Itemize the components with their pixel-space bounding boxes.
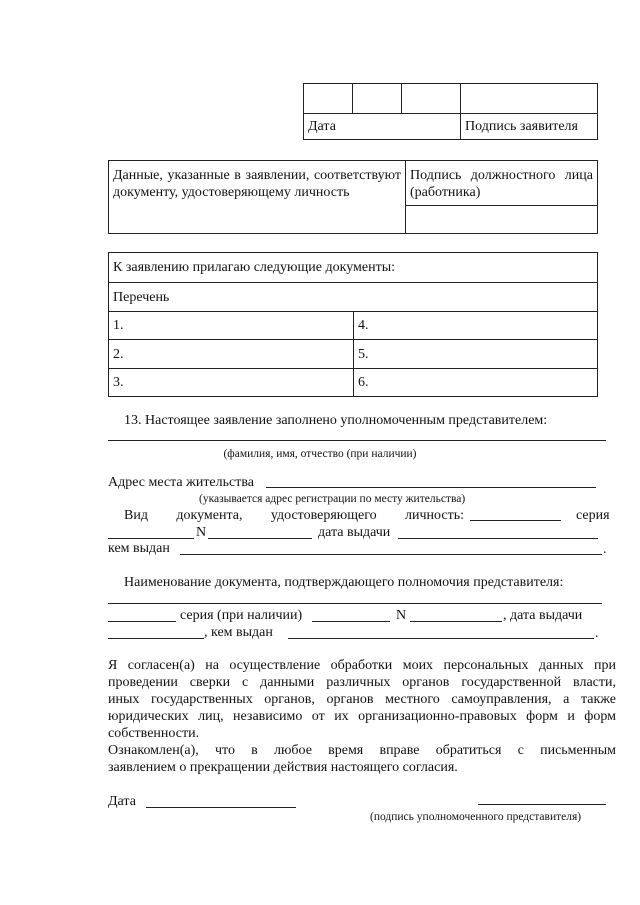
authority-seria-line[interactable]: [312, 621, 390, 622]
issued-by-period: .: [603, 542, 607, 557]
attachments-table: [108, 252, 598, 397]
verification-table: [108, 160, 598, 234]
authority-issue-date-line[interactable]: [108, 638, 204, 639]
consent-paragraph: [108, 657, 616, 776]
identity-issued-by-line[interactable]: [180, 554, 602, 555]
acknowledged-line-last: заявлением о прекращении действия настоящего согласия.: [108, 760, 458, 775]
section13-title: 13. Настоящее заявление заполнено уполномоченным представителем:: [124, 413, 548, 428]
authority-issued-by-period: .: [595, 626, 599, 641]
authority-n-label: N: [396, 608, 407, 623]
footer-date-line[interactable]: [146, 807, 296, 808]
authority-seria-line-start[interactable]: [108, 621, 176, 622]
authority-doc-name-line[interactable]: [108, 603, 602, 604]
attachment-item[interactable]: 5.: [354, 340, 598, 369]
identity-doc-row: [124, 507, 464, 524]
signature-box[interactable]: [461, 84, 598, 114]
seria-label: серия: [576, 508, 610, 523]
attachments-header-cell: [109, 253, 598, 283]
identity-issue-date-line[interactable]: [398, 538, 598, 539]
consent-line: юридических лиц, независимо от их организационно-правовых форм и форм: [108, 709, 616, 724]
attachment-item[interactable]: 2.: [109, 340, 354, 369]
doc-word: удостоверяющего: [270, 508, 377, 523]
attachment-item[interactable]: 1.: [109, 312, 354, 340]
identity-number-line[interactable]: [208, 538, 312, 539]
consent-line: проведении сверки с данными различных органов государственной власти,: [108, 675, 616, 690]
official-signature-label: Подпись должностного лица (работника): [410, 168, 593, 200]
authority-seria-label: серия (при наличии): [180, 608, 303, 623]
authority-doc-title: Наименование документа, подтверждающего полномочия представителя:: [124, 575, 564, 590]
n-label: N: [196, 525, 207, 540]
consent-line: Я согласен(а) на осуществление обработки моих персональных данных при: [108, 658, 616, 673]
attachment-item[interactable]: 6.: [354, 369, 598, 397]
consent-line: иных государственных органов, органов местного самоуправления, а также: [108, 692, 616, 707]
date-signature-table: [303, 83, 598, 140]
verification-text: Данные, указанные в заявлении, соответствуют документу, удостоверяющему личность: [113, 168, 401, 200]
authority-issue-date-label: , дата выдачи: [503, 608, 583, 623]
verification-text-cell: [109, 161, 406, 234]
date-box-day[interactable]: [304, 84, 353, 114]
date-label: Дата: [308, 119, 336, 134]
address-line[interactable]: [266, 487, 596, 488]
authority-issued-by-line[interactable]: [288, 638, 594, 639]
doc-word: документа,: [176, 508, 243, 523]
authority-number-line[interactable]: [410, 621, 502, 622]
doc-word: Вид: [124, 508, 148, 523]
signature-label-cell: [461, 114, 598, 140]
consent-line-last: собственности.: [108, 726, 200, 741]
date-box-year[interactable]: [402, 84, 461, 114]
representative-signature-line[interactable]: [478, 804, 606, 805]
attachments-list-label-cell: [109, 283, 598, 312]
attachment-item[interactable]: 3.: [109, 369, 354, 397]
date-label-cell: [304, 114, 461, 140]
authority-issued-by-label: , кем выдан: [204, 625, 273, 640]
issue-date-label: дата выдачи: [318, 525, 391, 540]
attachments-header: К заявлению прилагаю следующие документы:: [113, 260, 396, 275]
identity-seria-line[interactable]: [108, 538, 194, 539]
address-label: Адрес места жительства: [108, 475, 254, 490]
official-signature-label-cell: [406, 161, 598, 206]
footer-date-label: Дата: [108, 794, 136, 809]
representative-fio-line[interactable]: [108, 440, 606, 441]
identity-doc-type-line[interactable]: [470, 520, 561, 521]
representative-signature-caption: (подпись уполномоченного представителя): [370, 811, 582, 823]
address-caption: (указывается адрес регистрации по месту жительства): [199, 493, 466, 505]
official-signature-box[interactable]: [406, 206, 598, 234]
attachments-list-label: Перечень: [113, 289, 170, 305]
doc-word: личность:: [405, 508, 464, 523]
acknowledged-line: Ознакомлен(а), что в любое время вправе обратиться с письменным: [108, 743, 616, 758]
fio-caption: (фамилия, имя, отчество (при наличии): [223, 448, 417, 460]
date-box-month[interactable]: [353, 84, 402, 114]
issued-by-label: кем выдан: [108, 541, 170, 556]
signature-label: Подпись заявителя: [465, 119, 578, 134]
attachment-item[interactable]: 4.: [354, 312, 598, 340]
